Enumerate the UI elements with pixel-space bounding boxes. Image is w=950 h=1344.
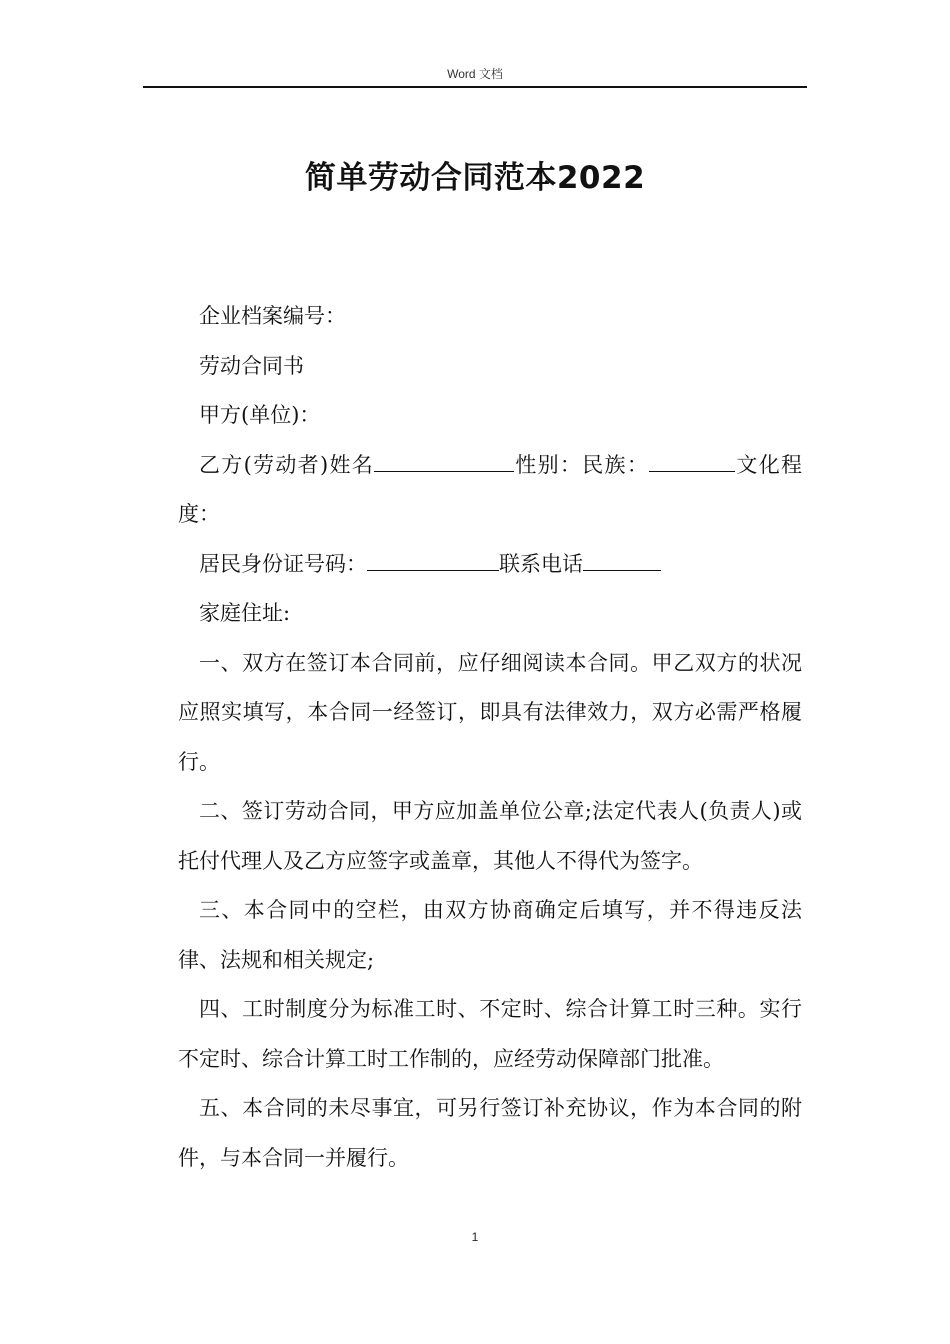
file-number-line (178, 292, 802, 342)
clause-paragraph: 二、签订劳动合同，甲方应加盖单位公章;法定代表人(负责人)或托付代理人及乙方应签字或盖章，其他人不得代为签字。 (178, 799, 802, 873)
page-number: 1 (471, 1230, 479, 1244)
page-header: Word 文档 (447, 67, 503, 81)
contract-book-label: 劳动合同书 (199, 353, 304, 378)
clause-paragraph: 一、双方在签订本合同前，应仔细阅读本合同。甲乙双方的状况应照实填写，本合同一经签订，即具有法律效力，双方必需严格履行。 (178, 650, 802, 774)
name-blank (374, 453, 514, 472)
phone-blank (583, 552, 661, 571)
clause-paragraph: 三、本合同中的空栏，由双方协商确定后填写，并不得违反法律、法规和相关规定; (178, 898, 802, 972)
id-number-label: 居民身份证号码： (199, 551, 367, 576)
party-a-label: 甲方(单位)： (199, 403, 321, 427)
ethnicity-blank (649, 453, 735, 472)
clause-paragraph: 四、工时制度分为标准工时、不定时、综合计算工时三种。实行不定时、综合计算工时工作制的，应经劳动保障部门批准。 (178, 997, 802, 1071)
gender-ethnicity-label: 性别：民族： (514, 452, 650, 477)
party-a-line (178, 391, 802, 441)
document-body (178, 292, 802, 1183)
file-number-label: 企业档案编号： (199, 304, 346, 328)
party-b-name-label: 乙方(劳动者)姓名 (199, 452, 375, 477)
header-divider (143, 86, 807, 88)
id-phone-line (178, 540, 802, 590)
id-number-blank (367, 552, 499, 571)
clause-paragraph: 五、本合同的未尽事宜，可另行签订补充协议，作为本合同的附件，与本合同一并履行。 (178, 1096, 802, 1170)
address-label: 家庭住址: (199, 601, 291, 625)
phone-label: 联系电话 (499, 551, 583, 576)
education-label: 文化程度： (178, 452, 803, 526)
party-b-line (178, 441, 802, 540)
address-line (178, 589, 802, 639)
document-title: 简单劳动合同范本2022 (304, 160, 646, 196)
contract-book-line (178, 342, 802, 392)
